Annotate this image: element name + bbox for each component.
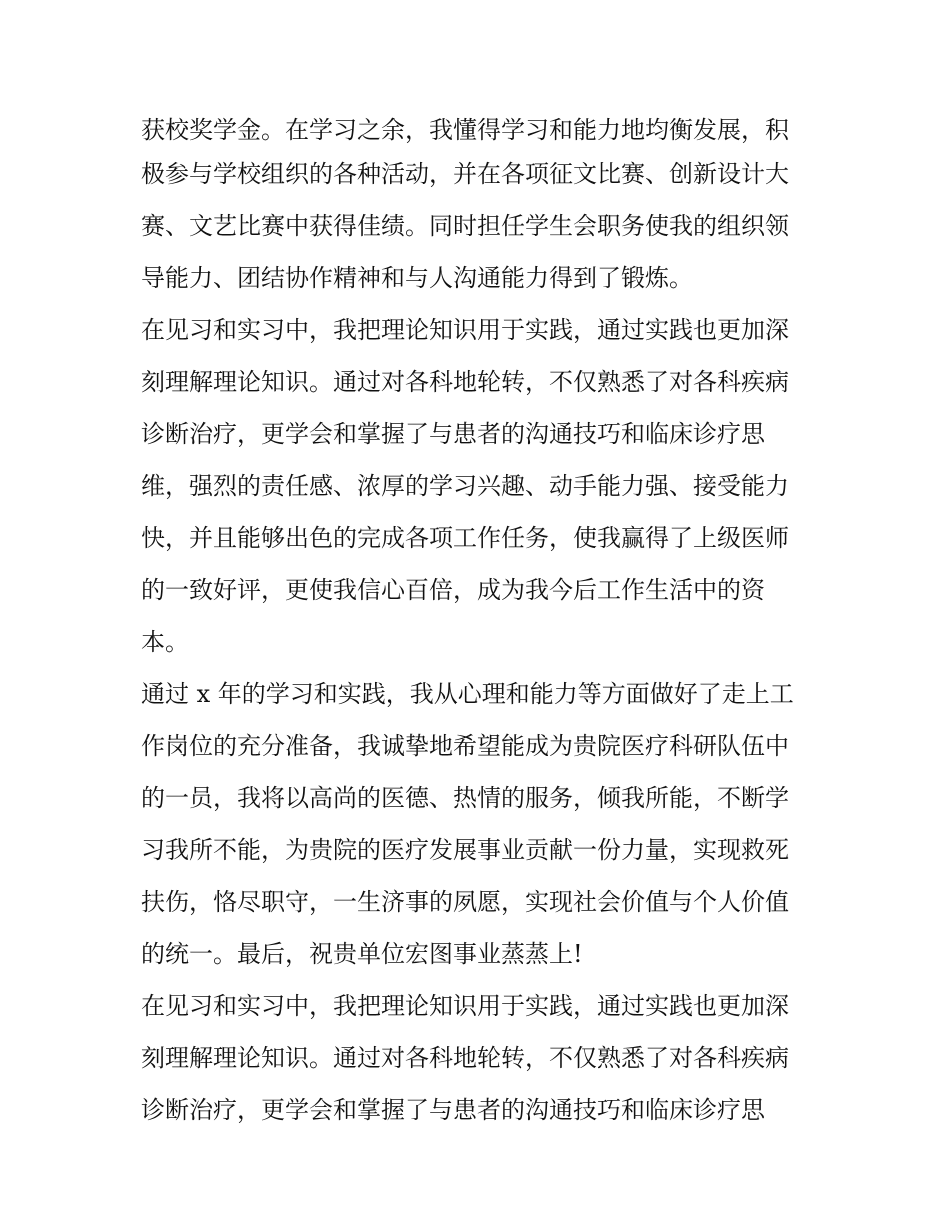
text-line: 快，并且能够出色的完成各项工作任务，使我赢得了上级医师 bbox=[141, 524, 789, 552]
text-line: 作岗位的充分准备，我诚挚地希望能成为贵院医疗科研队伍中 bbox=[141, 732, 789, 760]
text-line: 刻理解理论知识。通过对各科地轮转，不仅熟悉了对各科疾病 bbox=[141, 1044, 789, 1072]
text-line: 诊断治疗，更学会和掌握了与患者的沟通技巧和临床诊疗思 bbox=[141, 1096, 765, 1124]
text-line: 赛、文艺比赛中获得佳绩。同时担任学生会职务使我的组织领 bbox=[141, 212, 789, 240]
text-line: 扶伤，恪尽职守，一生济事的夙愿，实现社会价值与个人价值 bbox=[141, 888, 789, 916]
text-line: 导能力、团结协作精神和与人沟通能力得到了锻炼。 bbox=[141, 264, 693, 292]
text-line: 维，强烈的责任感、浓厚的学习兴趣、动手能力强、接受能力 bbox=[141, 472, 789, 500]
text-line: 诊断治疗，更学会和掌握了与患者的沟通技巧和临床诊疗思 bbox=[141, 420, 765, 448]
text-line: 刻理解理论知识。通过对各科地轮转，不仅熟悉了对各科疾病 bbox=[141, 368, 789, 396]
text-line: 在见习和实习中，我把理论知识用于实践，通过实践也更加深 bbox=[141, 316, 789, 344]
text-line: 在见习和实习中，我把理论知识用于实践，通过实践也更加深 bbox=[141, 992, 789, 1020]
text-line: 习我所不能，为贵院的医疗发展事业贡献一份力量，实现救死 bbox=[141, 836, 789, 864]
text-line: 的一员，我将以高尚的医德、热情的服务，倾我所能，不断学 bbox=[141, 784, 789, 812]
text-line: 的一致好评，更使我信心百倍，成为我今后工作生活中的资 bbox=[141, 576, 765, 604]
text-line: 极参与学校组织的各种活动，并在各项征文比赛、创新设计大 bbox=[141, 160, 789, 188]
document-body bbox=[141, 111, 821, 1129]
text-line: 通过 x 年的学习和实践，我从心理和能力等方面做好了走上工 bbox=[141, 680, 794, 708]
text-line: 获校奖学金。在学习之余，我懂得学习和能力地均衡发展，积 bbox=[141, 116, 789, 144]
text-line: 本。 bbox=[141, 628, 189, 656]
text-line: 的统一。最后，祝贵单位宏图事业蒸蒸上! bbox=[141, 940, 583, 968]
